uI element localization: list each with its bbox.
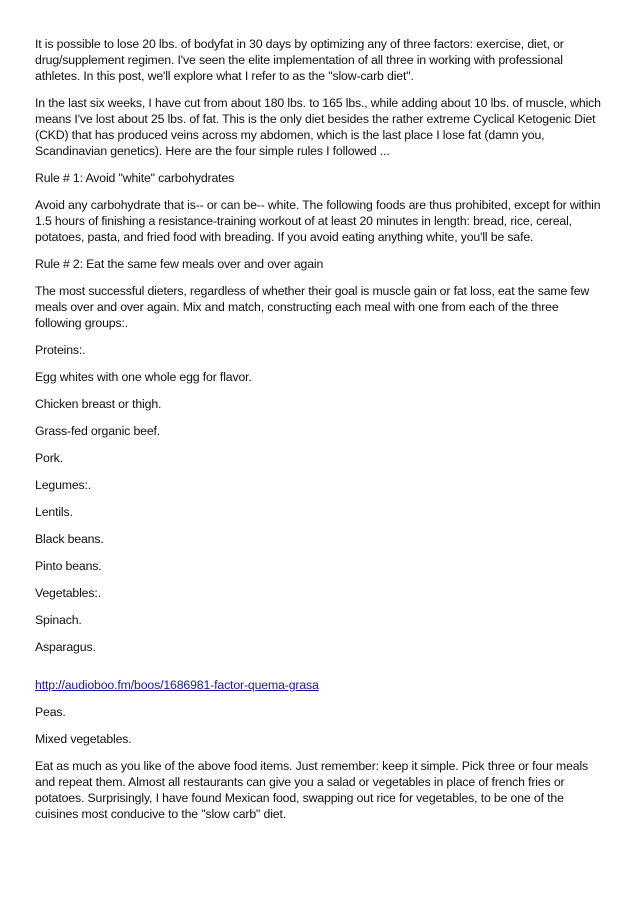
intro-paragraph: It is possible to lose 20 lbs. of bodyfat in 30 days by optimizing any of three factors: exercise, diet, or drug/supplement regimen. I've seen the elite implementation of all three in working with professional athletes. In this post, we'll explore what I refer to as the "slow-carb diet". [35,37,564,83]
list-item: Peas. [35,705,66,719]
list-item: Spinach. [35,613,82,627]
document-page [35,36,607,833]
rule-2-title: Rule # 2: Eat the same few meals over and over again [35,257,324,271]
list-item: Lentils. [35,505,73,519]
list-item: Grass-fed organic beef. [35,424,161,438]
spacer [35,666,607,677]
list-item: Egg whites with one whole egg for flavor. [35,370,252,384]
results-paragraph: In the last six weeks, I have cut from about 180 lbs. to 165 lbs., while adding about 10 lbs. of muscle, which means I've lost about 25 lbs. of fat. This is the only diet besides the rather extreme Cyclical Ketogenic Diet (CKD) that has produced veins across my abdomen, which is the last place I lose fat (damn you, Scandinavian genetics). Here are the four simple rules I followed ... [35,96,601,158]
list-item: Mixed vegetables. [35,732,132,746]
list-item: Asparagus. [35,640,96,654]
vegetables-heading: Vegetables:. [35,586,101,600]
legumes-heading: Legumes:. [35,478,92,492]
list-item: Pork. [35,451,63,465]
rule-1-body: Avoid any carbohydrate that is-- or can be-- white. The following foods are thus prohibited, except for within 1.5 hours of finishing a resistance-training workout of at least 20 minutes in length: bread, rice, cereal, potatoes, pasta, and fried food with breading. If you avoid eating anything white, you'll be safe. [35,198,601,244]
audioboo-link[interactable]: http://audioboo.fm/boos/1686981-factor-quema-grasa [35,678,319,692]
list-item: Pinto beans. [35,559,102,573]
rule-1-title: Rule # 1: Avoid "white" carbohydrates [35,171,235,185]
closing-paragraph: Eat as much as you like of the above food items. Just remember: keep it simple. Pick three or four meals and repeat them. Almost all restaurants can give you a salad or vegetables in place of french fries or potatoes. Surprisingly, I have found Mexican food, swapping out rice for vegetables, to be one of the cuisines most conducive to the "slow carb" diet. [35,759,589,821]
list-item: Black beans. [35,532,104,546]
proteins-heading: Proteins:. [35,343,86,357]
audioboo-link-line [35,677,607,693]
list-item: Chicken breast or thigh. [35,397,162,411]
rule-2-body: The most successful dieters, regardless of whether their goal is muscle gain or fat loss, eat the same few meals over and over again. Mix and match, constructing each meal with one from each of the three following groups:. [35,284,590,330]
